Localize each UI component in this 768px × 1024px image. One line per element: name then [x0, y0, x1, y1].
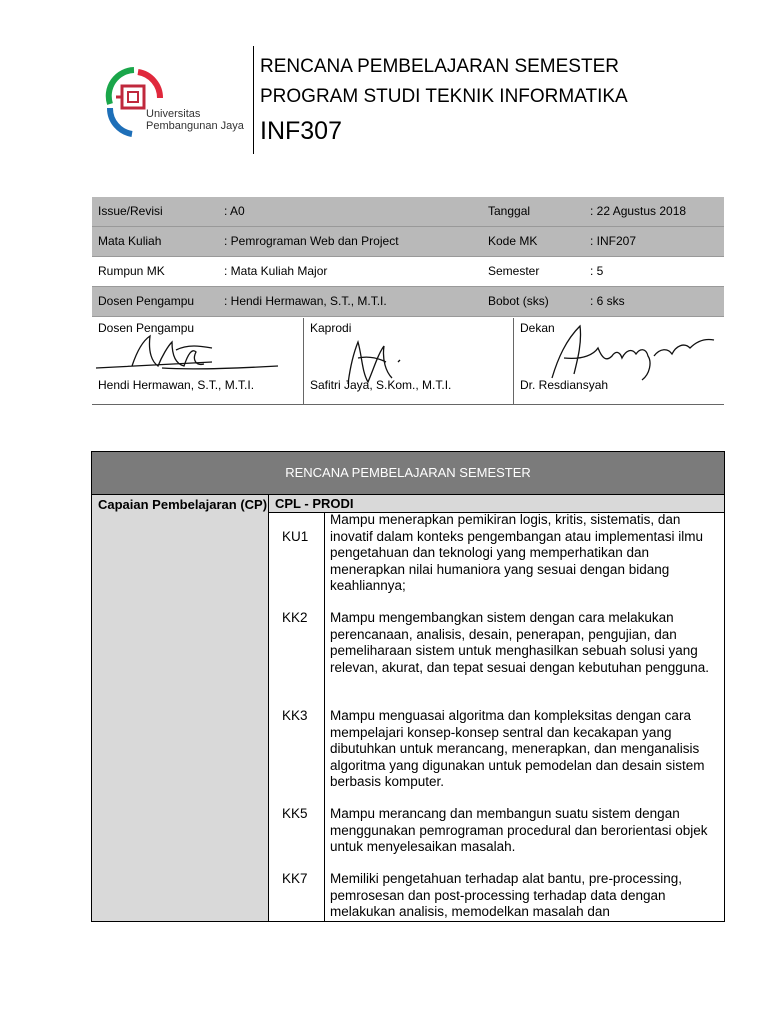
rps-table-title: RENCANA PEMBELAJARAN SEMESTER: [92, 452, 724, 495]
signature-label: Dekan: [520, 321, 555, 335]
info-value: : INF207: [590, 234, 637, 248]
info-label: Dosen Pengampu: [98, 294, 195, 308]
cpl-code: KK2: [282, 610, 308, 625]
cpl-prodi-header: [269, 495, 724, 513]
cpl-description: Mampu menguasai algoritma dan kompleksitas dengan cara mempelajari konsep-konsep sentral dan kecakapan yang dibutuhkan untuk merancang, menerapkan, dan menganalisis algoritma yang digunakan untuk pemodelan dan desain sistem berbasis komputer.: [330, 708, 705, 789]
info-value: : 22 Agustus 2018: [590, 204, 687, 218]
handwritten-signature-icon: [524, 318, 724, 384]
info-label: Kode MK: [488, 234, 538, 248]
logo-emblem-icon: [104, 64, 164, 144]
header-title-line-1: RENCANA PEMBELAJARAN SEMESTER: [260, 56, 619, 77]
info-row-group: [92, 257, 724, 287]
info-label: Bobot (sks): [488, 294, 549, 308]
signature-lecturer: [92, 318, 303, 404]
header-divider: [253, 46, 254, 154]
cpl-code: KK7: [282, 871, 308, 886]
signature-label: Kaprodi: [310, 321, 352, 335]
info-value: : Hendi Hermawan, S.T., M.T.I.: [224, 294, 387, 308]
info-label: Mata Kuliah: [98, 234, 162, 248]
university-logo: [104, 64, 244, 144]
course-code-title: INF307: [260, 117, 342, 145]
signature-name: Hendi Hermawan, S.T., M.T.I.: [98, 378, 255, 392]
info-label: Issue/Revisi: [98, 204, 163, 218]
handwritten-signature-icon: [92, 326, 282, 378]
cpl-prodi-label: CPL - PRODI: [275, 496, 354, 511]
info-row-course: [92, 227, 724, 257]
info-row-lecturer: [92, 287, 724, 317]
info-value: : 6 sks: [590, 294, 625, 308]
cpl-code: KK5: [282, 806, 308, 821]
info-label: Tanggal: [488, 204, 531, 218]
rps-table: [91, 451, 725, 922]
cp-label: Capaian Pembelajaran (CP): [98, 497, 268, 512]
cpl-description: Mampu menerapkan pemikiran logis, kritis, sistematis, dan inovatif dalam konteks pengembangan atau implementasi ilmu pengetahuan dan teknologi yang memperhatikan dan menerapkan nilai humaniora yang sesuai dengan bidang keahliannya;: [330, 512, 703, 593]
header-title-line-2: PROGRAM STUDI TEKNIK INFORMATIKA: [260, 86, 628, 107]
signature-dean: [513, 318, 725, 404]
info-value: : Mata Kuliah Major: [224, 264, 328, 278]
info-label: Rumpun MK: [98, 264, 165, 278]
signature-block: [92, 318, 724, 405]
cpl-description: Mampu merancang dan membangun suatu sistem dengan menggunakan pemrograman procedural dan berorientasi objek untuk menyelesaikan masalah.: [330, 806, 708, 854]
logo-line-1: Universitas: [146, 108, 201, 120]
info-label: Semester: [488, 264, 540, 278]
info-value: : Pemrograman Web dan Project: [224, 234, 399, 248]
cpl-description: Mampu mengembangkan sistem dengan cara melakukan perencanaan, analisis, desain, penerapan, pengujian, dan pemeliharaan sistem untuk menghasilkan sebuah solusi yang relevan, akurat, dan tepat sesuai dengan kebutuhan pengguna.: [330, 610, 710, 675]
info-value: : 5: [590, 264, 604, 278]
cpl-code: KK3: [282, 708, 308, 723]
info-row-revision: [92, 197, 724, 227]
signature-label: Dosen Pengampu: [98, 321, 195, 335]
course-info-table: [92, 197, 724, 317]
signature-head-of-program: [303, 318, 514, 404]
cp-label-cell: [92, 495, 269, 921]
info-value: : A0: [224, 204, 245, 218]
signature-name: Dr. Resdiansyah: [520, 378, 609, 392]
signature-name: Safitri Jaya, S.Kom., M.T.I.: [310, 378, 452, 392]
cpl-description: Memiliki pengetahuan terhadap alat bantu, pre-processing, pemrosesan dan post-processing terhadap data dengan melakukan analisis, memodelkan masalah dan: [330, 871, 682, 919]
cpl-code: KU1: [282, 529, 309, 544]
logo-line-2: Pembangunan Jaya: [146, 120, 244, 132]
